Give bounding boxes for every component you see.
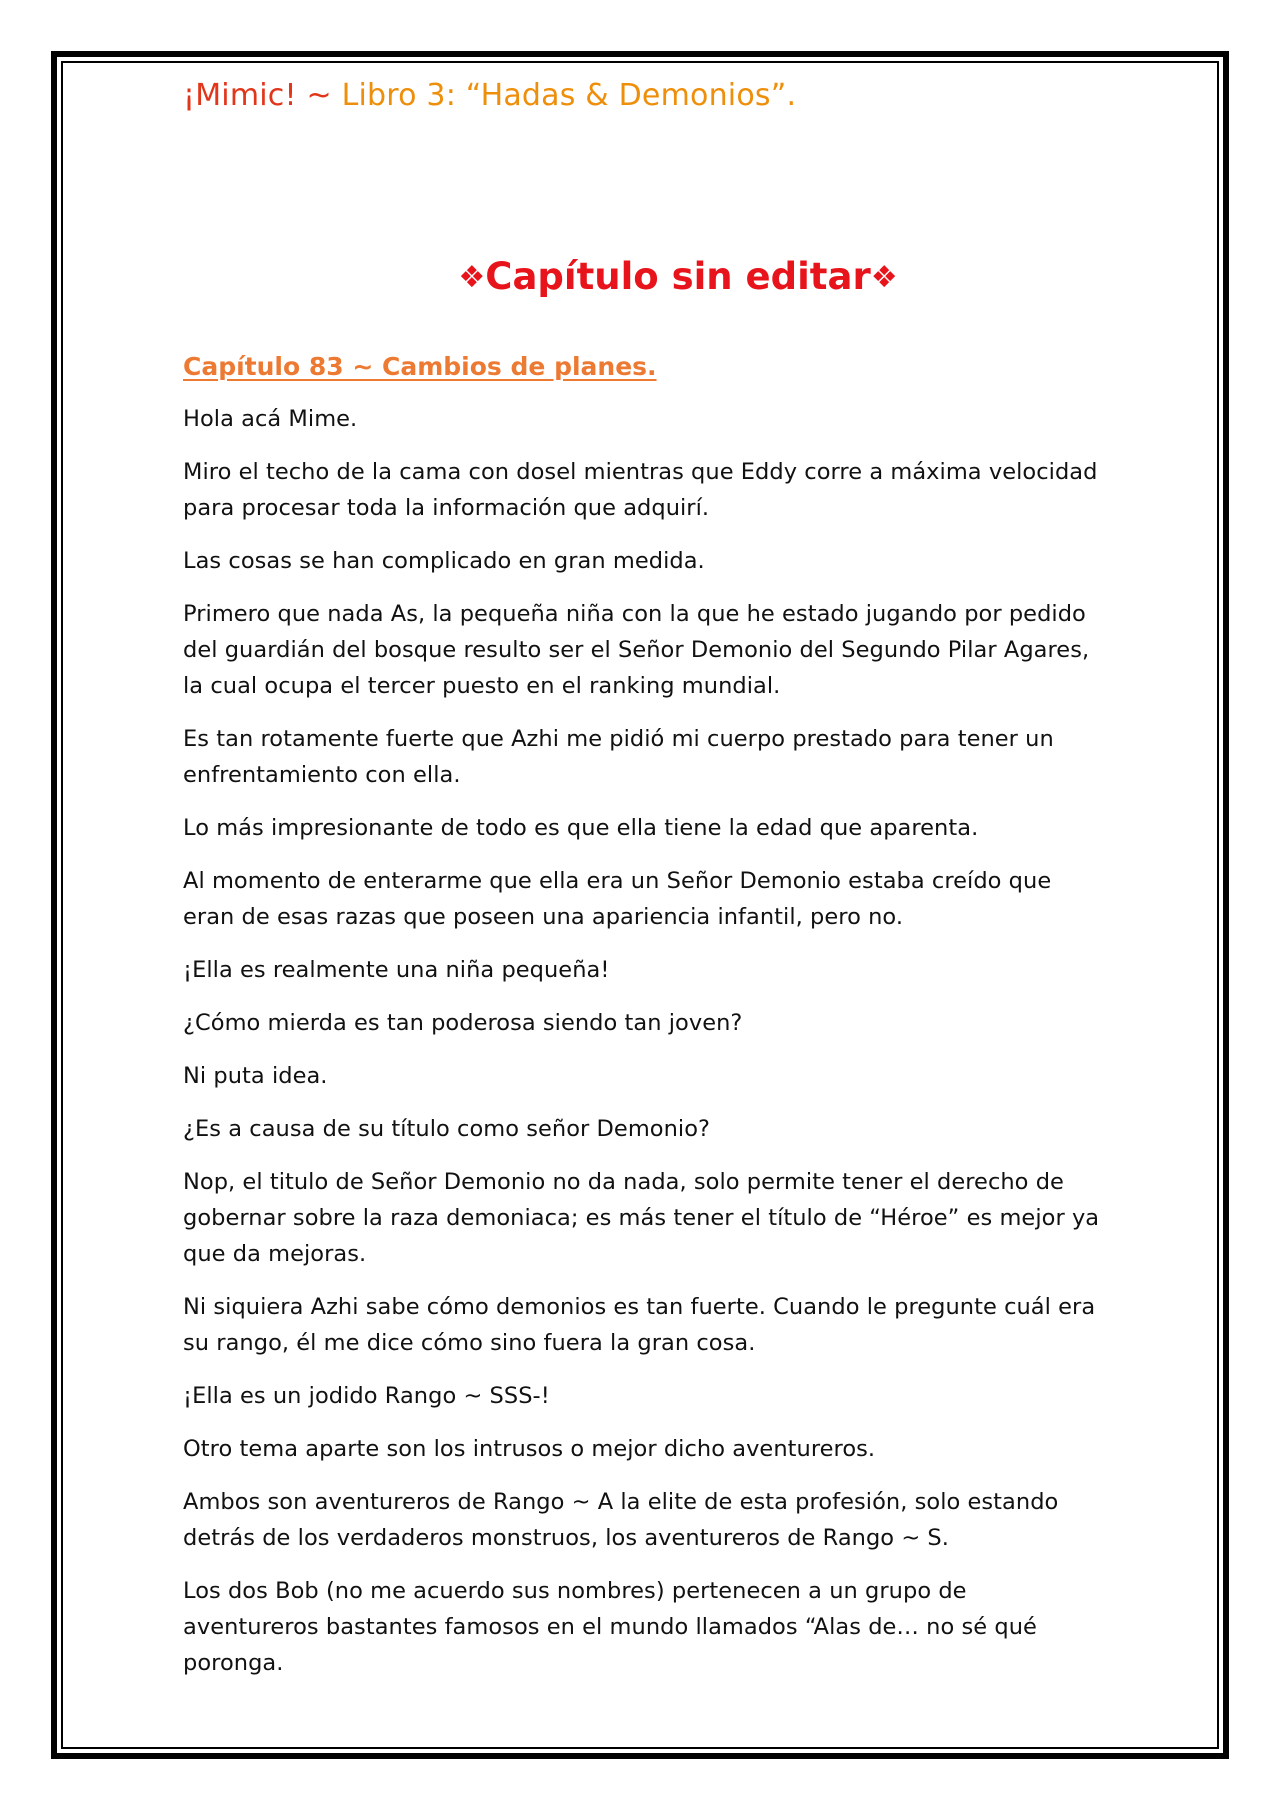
paragraph: Ni puta idea. xyxy=(183,1063,328,1089)
paragraph: ¡Ella es un jodido Rango ~ SSS-! xyxy=(183,1383,550,1409)
paragraph: Lo más impresionante de todo es que ella tiene la edad que aparenta. xyxy=(183,815,979,841)
header-book-title: Libro 3: “Hadas & Demonios”. xyxy=(341,78,797,113)
paragraph: ¡Ella es realmente una niña pequeña! xyxy=(183,957,610,983)
diamond-left-icon: ❖ xyxy=(458,260,486,295)
paragraph: Primero que nada As, la pequeña niña con la que he estado jugando por pedido del guardián del bosque resulto ser el Señor Demonio del Segundo Pilar Agares, la cual ocupa el tercer puesto en el ranking mundial. xyxy=(183,601,1090,699)
paragraph: Los dos Bob (no me acuerdo sus nombres) pertenecen a un grupo de aventureros bastantes famosos en el mundo llamados “Alas de… no sé qué poronga. xyxy=(183,1578,1037,1676)
paragraph: Nop, el titulo de Señor Demonio no da nada, solo permite tener el derecho de gobernar sobre la raza demoniaca; es más tener el título de “Héroe” es mejor ya que da mejoras. xyxy=(183,1169,1100,1267)
paragraph: Ambos son aventureros de Rango ~ A la elite de esta profesión, solo estando detrás de los verdaderos monstruos, los aventureros de Rango ~ S. xyxy=(183,1489,1059,1551)
paragraph: Hola acá Mime. xyxy=(183,406,358,432)
paragraph: Ni siquiera Azhi sabe cómo demonios es tan fuerte. Cuando le pregunte cuál era su rango, él me dice cómo sino fuera la gran cosa. xyxy=(183,1294,1096,1356)
unedited-notice xyxy=(183,251,1103,303)
paragraph: Otro tema aparte son los intrusos o mejor dicho aventureros. xyxy=(183,1436,876,1462)
paragraph: Miro el techo de la cama con dosel mientras que Eddy corre a máxima velocidad para procesar toda la información que adquirí. xyxy=(183,459,1098,521)
unedited-notice-text: Capítulo sin editar xyxy=(485,255,871,298)
paragraph: ¿Es a causa de su título como señor Demonio? xyxy=(183,1116,711,1142)
paragraph: ¿Cómo mierda es tan poderosa siendo tan joven? xyxy=(183,1010,743,1036)
paragraph: Las cosas se han complicado en gran medida. xyxy=(183,548,705,574)
paragraph: Al momento de enterarme que ella era un Señor Demonio estaba creído que eran de esas razas que poseen una apariencia infantil, pero no. xyxy=(183,868,1052,930)
running-header xyxy=(183,72,1103,120)
document-body xyxy=(183,72,1103,1698)
chapter-text xyxy=(183,401,1103,1681)
chapter-title: Capítulo 83 ~ Cambios de planes. xyxy=(183,352,657,381)
diamond-right-icon: ❖ xyxy=(870,260,898,295)
header-series: ¡Mimic! ~ xyxy=(183,78,332,113)
paragraph: Es tan rotamente fuerte que Azhi me pidió mi cuerpo prestado para tener un enfrentamiento con ella. xyxy=(183,726,1054,788)
